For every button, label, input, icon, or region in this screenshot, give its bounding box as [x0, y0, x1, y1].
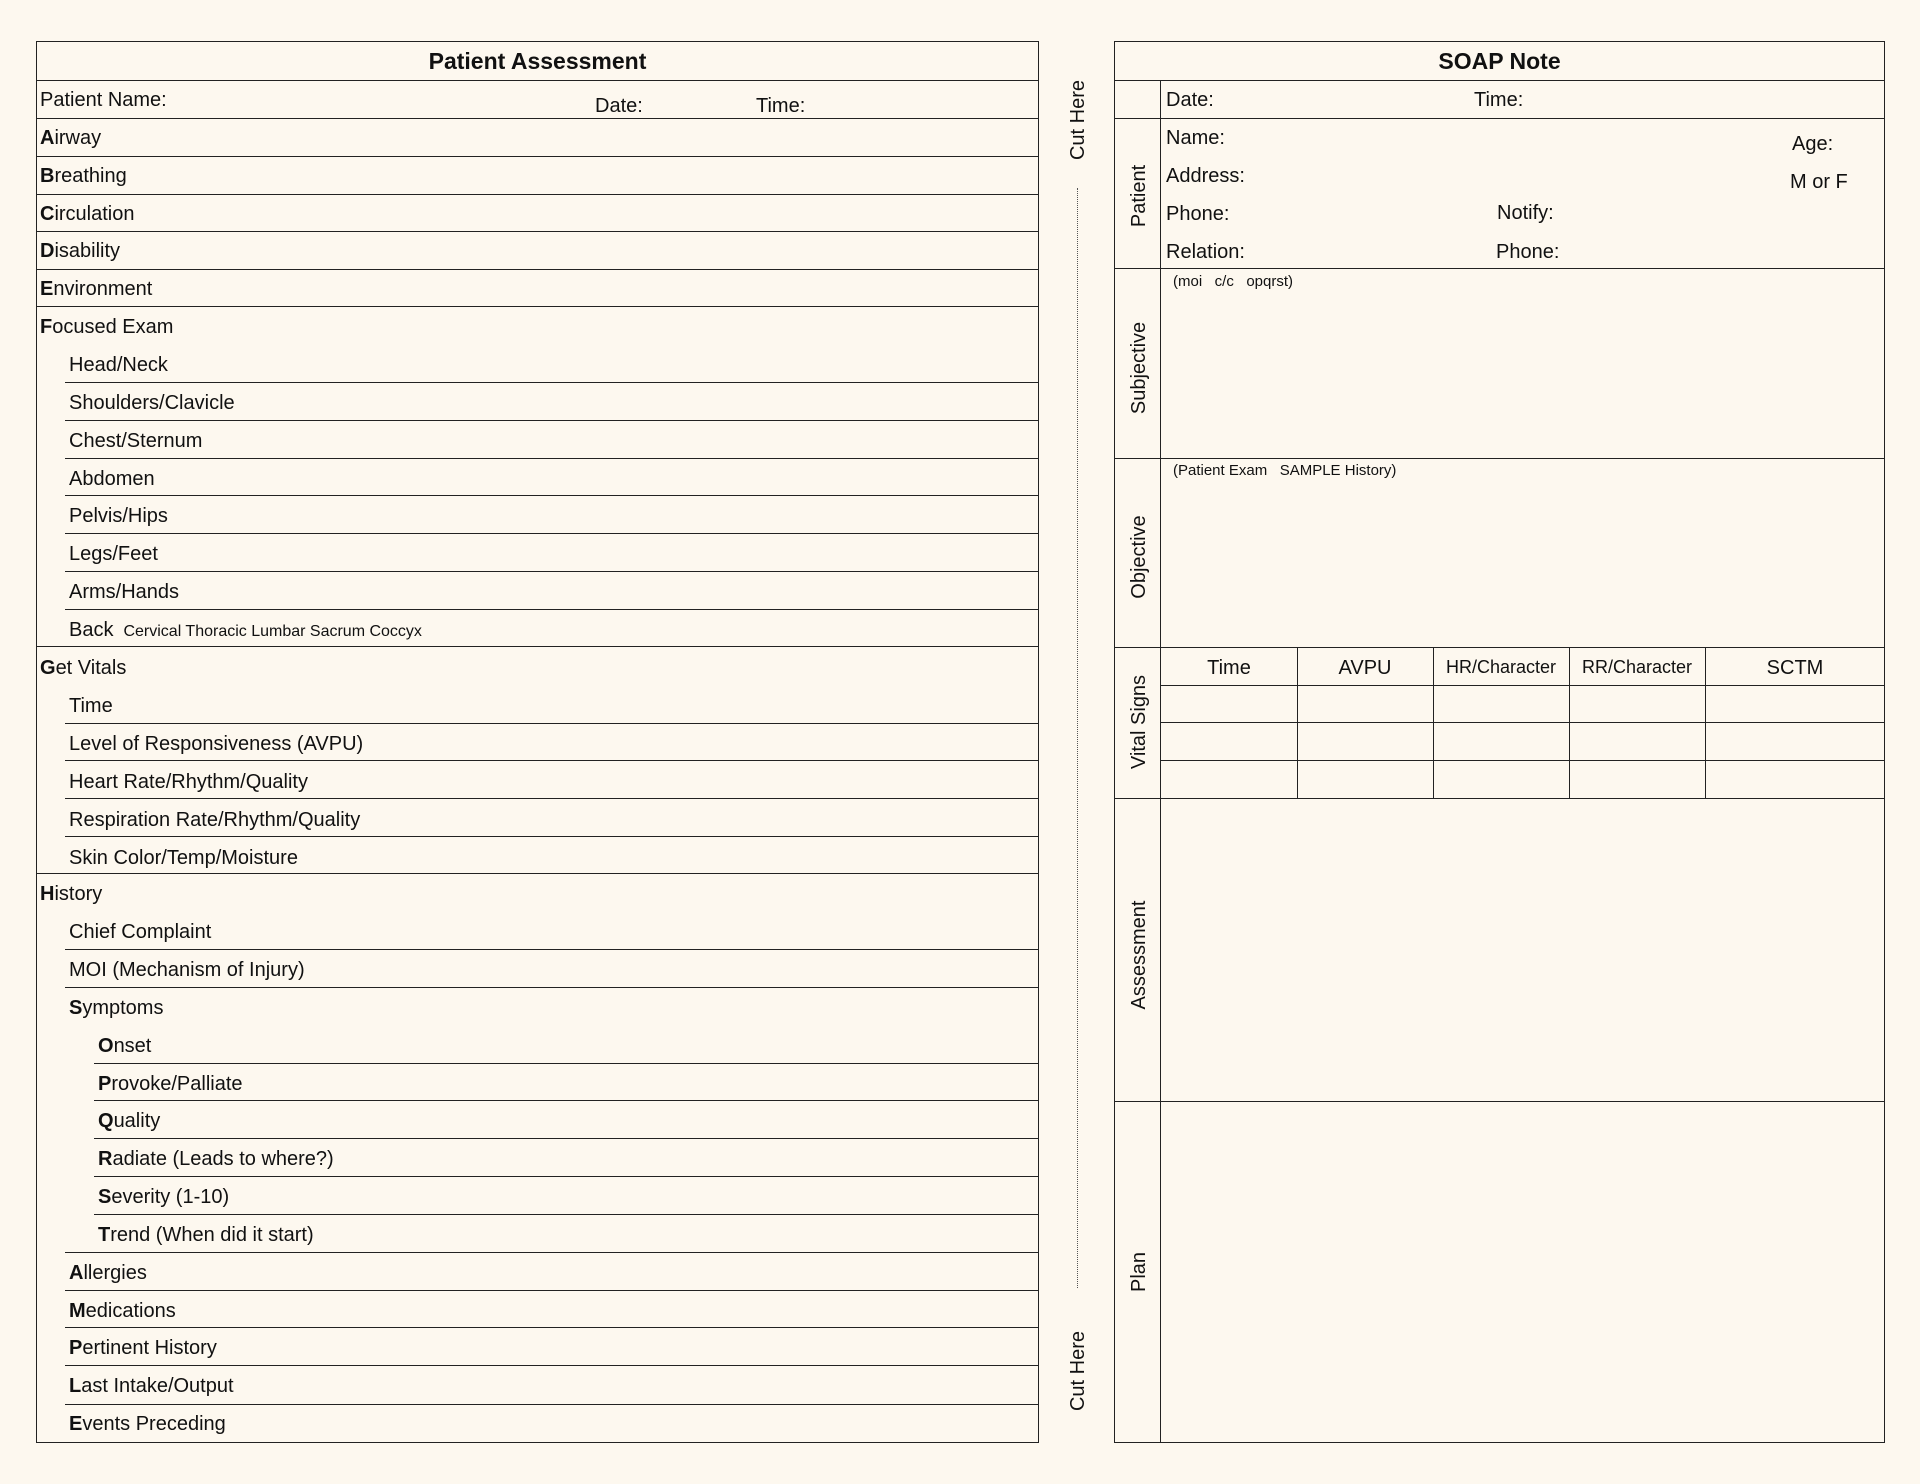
- vitals-col-rr: RR/Character: [1581, 657, 1693, 677]
- divider: [65, 1327, 1039, 1328]
- opqrst-initial: T: [98, 1224, 111, 1246]
- vitals-cell[interactable]: [1161, 724, 1296, 759]
- symptoms-heading: [69, 998, 163, 1018]
- divider: [65, 836, 1039, 837]
- address-field[interactable]: Address:: [1166, 165, 1245, 187]
- vitals-item[interactable]: Time: [69, 695, 113, 717]
- disability-label: isability: [54, 240, 121, 262]
- opqrst-label: rovoke/Palliate: [111, 1073, 243, 1095]
- contact-phone-field[interactable]: Phone:: [1496, 241, 1560, 263]
- divider: [1114, 268, 1885, 269]
- airway-label: irway: [54, 127, 102, 149]
- divider: [65, 987, 1039, 988]
- opqrst-item[interactable]: [98, 1225, 314, 1245]
- subjective-area[interactable]: [1161, 270, 1883, 457]
- patient-name-field[interactable]: Patient Name:: [40, 89, 167, 111]
- divider: [65, 723, 1039, 724]
- sex-field[interactable]: M or F: [1790, 171, 1848, 193]
- divider: [65, 1404, 1039, 1405]
- time-field[interactable]: Time:: [756, 95, 806, 117]
- circulation-initial: C: [40, 203, 55, 225]
- objective-hint: (Patient Exam SAMPLE History): [1173, 462, 1397, 479]
- opqrst-item[interactable]: [98, 1111, 160, 1131]
- sample-initial: L: [69, 1375, 82, 1397]
- opqrst-label: rend (When did it start): [110, 1224, 314, 1246]
- vitals-cell[interactable]: [1571, 762, 1704, 797]
- disability-initial: D: [40, 240, 55, 262]
- divider: [36, 873, 1039, 874]
- opqrst-item[interactable]: [98, 1149, 334, 1169]
- opqrst-label: adiate (Leads to where?): [112, 1148, 334, 1170]
- age-field[interactable]: Age:: [1792, 133, 1834, 155]
- vitals-item[interactable]: Respiration Rate/Rhythm/Quality: [69, 809, 361, 831]
- sample-item[interactable]: [69, 1263, 147, 1283]
- circulation-row[interactable]: [40, 204, 135, 224]
- divider: [94, 1214, 1039, 1215]
- vitals-cell[interactable]: [1571, 687, 1704, 721]
- sample-label: edications: [85, 1300, 176, 1322]
- divider: [65, 760, 1039, 761]
- divider: [65, 382, 1039, 383]
- divider: [94, 1176, 1039, 1177]
- vitals-cell[interactable]: [1707, 687, 1883, 721]
- sample-initial: P: [69, 1337, 83, 1359]
- exam-item[interactable]: Legs/Feet: [69, 543, 158, 565]
- moi-field[interactable]: MOI (Mechanism of Injury): [69, 959, 305, 981]
- symptoms-initial: S: [69, 997, 83, 1019]
- cut-here-label-bottom: Cut Here: [1067, 1330, 1089, 1412]
- opqrst-label: uality: [113, 1110, 161, 1132]
- sample-label: ast Intake/Output: [81, 1375, 234, 1397]
- vitals-cell[interactable]: [1435, 762, 1568, 797]
- divider: [94, 1063, 1039, 1064]
- opqrst-initial: R: [98, 1148, 113, 1170]
- breathing-row[interactable]: [40, 166, 127, 186]
- opqrst-initial: P: [98, 1073, 112, 1095]
- vitals-col-time: Time: [1207, 657, 1251, 679]
- soap-note-title: SOAP Note: [1438, 48, 1561, 74]
- divider: [65, 1290, 1039, 1291]
- divider: [36, 118, 1039, 119]
- vital-signs-section-label: Vital Signs: [1128, 674, 1150, 770]
- opqrst-label: nset: [113, 1035, 152, 1057]
- history-heading: [40, 884, 102, 904]
- plan-section-label: Plan: [1128, 1251, 1150, 1293]
- notify-field[interactable]: Notify:: [1497, 202, 1554, 224]
- vitals-cell[interactable]: [1707, 724, 1883, 759]
- sample-item[interactable]: [69, 1414, 226, 1434]
- relation-field[interactable]: Relation:: [1166, 241, 1245, 263]
- objective-section-label: Objective: [1128, 515, 1150, 599]
- symptoms-label: ymptoms: [82, 997, 164, 1019]
- divider: [94, 1138, 1039, 1139]
- sample-initial: A: [69, 1262, 84, 1284]
- divider: [36, 194, 1039, 195]
- divider: [1114, 1101, 1885, 1102]
- divider: [65, 533, 1039, 534]
- focused-exam-heading: [40, 317, 173, 337]
- opqrst-item[interactable]: [98, 1187, 229, 1207]
- breathing-label: reathing: [54, 165, 127, 187]
- airway-initial: A: [40, 127, 55, 149]
- divider: [65, 458, 1039, 459]
- subjective-section-label: Subjective: [1128, 321, 1150, 415]
- spine-regions: Cervical Thoracic Lumbar Sacrum Coccyx: [123, 623, 422, 640]
- sample-item[interactable]: [69, 1301, 176, 1321]
- divider: [36, 646, 1039, 647]
- exam-item[interactable]: Shoulders/Clavicle: [69, 392, 235, 414]
- grid-line: [1160, 722, 1885, 723]
- vitals-item[interactable]: Heart Rate/Rhythm/Quality: [69, 771, 308, 793]
- environment-row[interactable]: [40, 279, 152, 299]
- exam-item[interactable]: Pelvis/Hips: [69, 505, 168, 527]
- assessment-area[interactable]: [1161, 800, 1883, 1100]
- objective-area[interactable]: [1161, 460, 1883, 646]
- get-vitals-initial: G: [40, 657, 56, 679]
- divider: [1114, 798, 1885, 799]
- exam-item[interactable]: Abdomen: [69, 468, 155, 490]
- history-label: istory: [54, 883, 103, 905]
- opqrst-item[interactable]: [98, 1036, 151, 1056]
- circulation-label: irculation: [54, 203, 135, 225]
- vitals-cell[interactable]: [1161, 687, 1296, 721]
- opqrst-initial: Q: [98, 1110, 114, 1132]
- divider: [36, 80, 1039, 81]
- back-row[interactable]: [69, 620, 422, 640]
- vitals-col-sctm: SCTM: [1766, 657, 1824, 679]
- get-vitals-heading: [40, 658, 126, 678]
- name-field[interactable]: Name:: [1166, 127, 1225, 149]
- divider: [65, 420, 1039, 421]
- vitals-cell[interactable]: [1707, 762, 1883, 797]
- vitals-col-avpu: AVPU: [1338, 657, 1392, 679]
- divider: [94, 1100, 1039, 1101]
- exam-item[interactable]: Chest/Sternum: [69, 430, 203, 452]
- get-vitals-label: et Vitals: [55, 657, 127, 679]
- exam-item[interactable]: Arms/Hands: [69, 581, 180, 603]
- divider: [36, 269, 1039, 270]
- patient-section-label: Patient: [1128, 164, 1150, 228]
- environment-initial: E: [40, 278, 54, 300]
- divider: [1114, 80, 1885, 81]
- divider: [36, 306, 1039, 307]
- sample-label: ertinent History: [82, 1337, 217, 1359]
- divider: [65, 609, 1039, 610]
- soap-time-field[interactable]: Time:: [1474, 89, 1524, 111]
- soap-date-field[interactable]: Date:: [1166, 89, 1214, 111]
- cut-here-label-top: Cut Here: [1067, 79, 1089, 161]
- assessment-section-label: Assessment: [1128, 900, 1150, 1010]
- vitals-cell[interactable]: [1571, 724, 1704, 759]
- date-field[interactable]: Date:: [595, 95, 643, 117]
- focused-exam-label: ocused Exam: [52, 316, 174, 338]
- phone-field[interactable]: Phone:: [1166, 203, 1230, 225]
- divider: [65, 798, 1039, 799]
- vitals-item[interactable]: Level of Responsiveness (AVPU): [69, 733, 364, 755]
- back-label: Back: [69, 619, 114, 641]
- divider: [65, 495, 1039, 496]
- subjective-hint: (moi c/c opqrst): [1173, 273, 1294, 290]
- divider: [65, 1365, 1039, 1366]
- exam-item[interactable]: Head/Neck: [69, 354, 168, 376]
- divider: [36, 231, 1039, 232]
- opqrst-initial: O: [98, 1035, 114, 1057]
- airway-row[interactable]: [40, 128, 101, 148]
- grid-line: [1160, 760, 1885, 761]
- focused-exam-initial: F: [40, 316, 53, 338]
- vitals-cell[interactable]: [1161, 762, 1296, 797]
- patient-assessment-title: Patient Assessment: [428, 48, 647, 74]
- sample-item[interactable]: [69, 1338, 217, 1358]
- vitals-cell[interactable]: [1299, 762, 1432, 797]
- vitals-item[interactable]: Skin Color/Temp/Moisture: [69, 847, 298, 869]
- vitals-col-hr: HR/Character: [1445, 657, 1557, 677]
- vitals-cell[interactable]: [1435, 687, 1568, 721]
- opqrst-label: everity (1-10): [111, 1186, 230, 1208]
- vitals-cell[interactable]: [1299, 724, 1432, 759]
- environment-label: nvironment: [53, 278, 153, 300]
- divider: [65, 571, 1039, 572]
- breathing-initial: B: [40, 165, 55, 187]
- divider: [1114, 647, 1885, 648]
- disability-row[interactable]: [40, 241, 120, 261]
- grid-line: [1160, 685, 1885, 686]
- sample-initial: M: [69, 1300, 86, 1322]
- opqrst-item[interactable]: [98, 1074, 243, 1094]
- divider: [1114, 458, 1885, 459]
- opqrst-initial: S: [98, 1186, 112, 1208]
- sample-initial: E: [69, 1413, 83, 1435]
- sample-label: llergies: [83, 1262, 147, 1284]
- history-initial: H: [40, 883, 55, 905]
- plan-area[interactable]: [1161, 1103, 1883, 1441]
- divider: [36, 156, 1039, 157]
- divider: [1114, 118, 1885, 119]
- chief-complaint-field[interactable]: Chief Complaint: [69, 921, 212, 943]
- vitals-cell[interactable]: [1299, 687, 1432, 721]
- divider: [65, 1252, 1039, 1253]
- divider: [65, 949, 1039, 950]
- vitals-cell[interactable]: [1435, 724, 1568, 759]
- sample-label: vents Preceding: [82, 1413, 226, 1435]
- sample-item[interactable]: [69, 1376, 234, 1396]
- cut-line: [1077, 188, 1078, 1288]
